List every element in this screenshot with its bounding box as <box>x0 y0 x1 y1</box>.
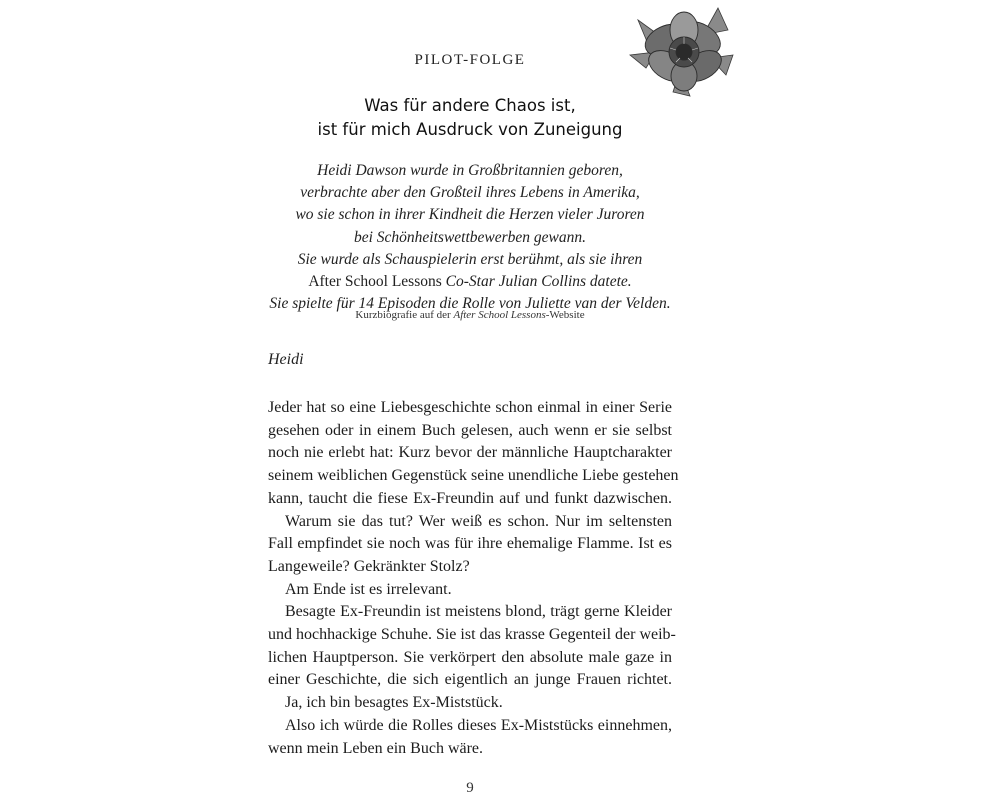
body-line: Warum sie das tut? Wer weiß es schon. Nur im seltensten <box>285 512 672 530</box>
epigraph-line: verbrachte aber den Großteil ihres Lebens in Amerika, <box>300 184 640 202</box>
epigraph-line-rest: Co-Star Julian Collins datete. <box>441 273 632 291</box>
body-line: kann, taucht die fiese Ex-Freundin auf und funkt dazwischen. <box>268 489 672 507</box>
epigraph-line: wo sie schon in ihrer Kindheit die Herzen vieler Juroren <box>295 206 645 224</box>
body-line: gesehen oder in einem Buch gelesen, auch wenn er sie selbst <box>268 421 672 439</box>
flower-illustration-icon <box>618 0 748 100</box>
body-line: lichen Hauptperson. Sie verkörpert den absolute male gaze in <box>268 648 672 666</box>
epigraph <box>0 160 940 315</box>
epigraph-line: Sie wurde als Schauspielerin erst berühmt, als sie ihren <box>297 250 643 268</box>
body-line: Besagte Ex-Freundin ist meistens blond, trägt gerne Kleider <box>285 603 672 621</box>
source-prefix: Kurzbiografie auf der <box>355 309 454 321</box>
epigraph-line: Sie spielte für 14 Episoden die Rolle von Juliette van der Velden. <box>269 295 671 313</box>
page-number: 9 <box>466 780 474 796</box>
chapter-title-line: Was für andere Chaos ist, <box>364 96 576 115</box>
body-line: Ja, ich bin besagtes Ex-Miststück. <box>285 694 503 712</box>
body-text <box>268 397 679 760</box>
source-suffix: -Website <box>545 309 585 321</box>
body-line: noch nie erlebt hat: Kurz bevor der männliche Hauptcharakter <box>268 444 672 462</box>
chapter-label: PILOT-FOLGE <box>414 52 526 68</box>
body-line: und hochhackige Schuhe. Sie ist das krasse Gegenteil der weib- <box>268 626 676 644</box>
body-line: wenn mein Leben ein Buch wäre. <box>268 739 484 757</box>
epigraph-line: Heidi Dawson wurde in Großbritannien geboren, <box>317 162 623 179</box>
body-line: Also ich würde die Rolles dieses Ex-Miststücks einnehmen, <box>285 716 672 734</box>
body-line: Jeder hat so eine Liebesgeschichte schon einmal in einer Serie <box>268 399 672 416</box>
body-line: seinem weiblichen Gegenstück seine unendliche Liebe gestehen <box>268 467 679 485</box>
show-title: After School Lessons <box>308 273 442 291</box>
chapter-title-line: ist für mich Ausdruck von Zuneigung <box>317 120 623 139</box>
body-line: Am Ende ist es irrelevant. <box>285 580 452 598</box>
epigraph-line <box>0 271 940 293</box>
chapter-title <box>0 94 940 142</box>
source-title: After School Lessons <box>453 309 546 321</box>
epigraph-line: bei Schönheitswettbewerben gewann. <box>353 228 587 246</box>
body-line: einer Geschichte, die sich eigentlich an junge Frauen richtet. <box>268 671 672 689</box>
pov-label: Heidi <box>268 351 304 368</box>
epigraph-source <box>0 309 940 321</box>
body-line: Langeweile? Gekränkter Stolz? <box>268 557 470 575</box>
body-line: Fall empfindet sie noch was für ihre ehemalige Flamme. Ist es <box>268 535 672 553</box>
